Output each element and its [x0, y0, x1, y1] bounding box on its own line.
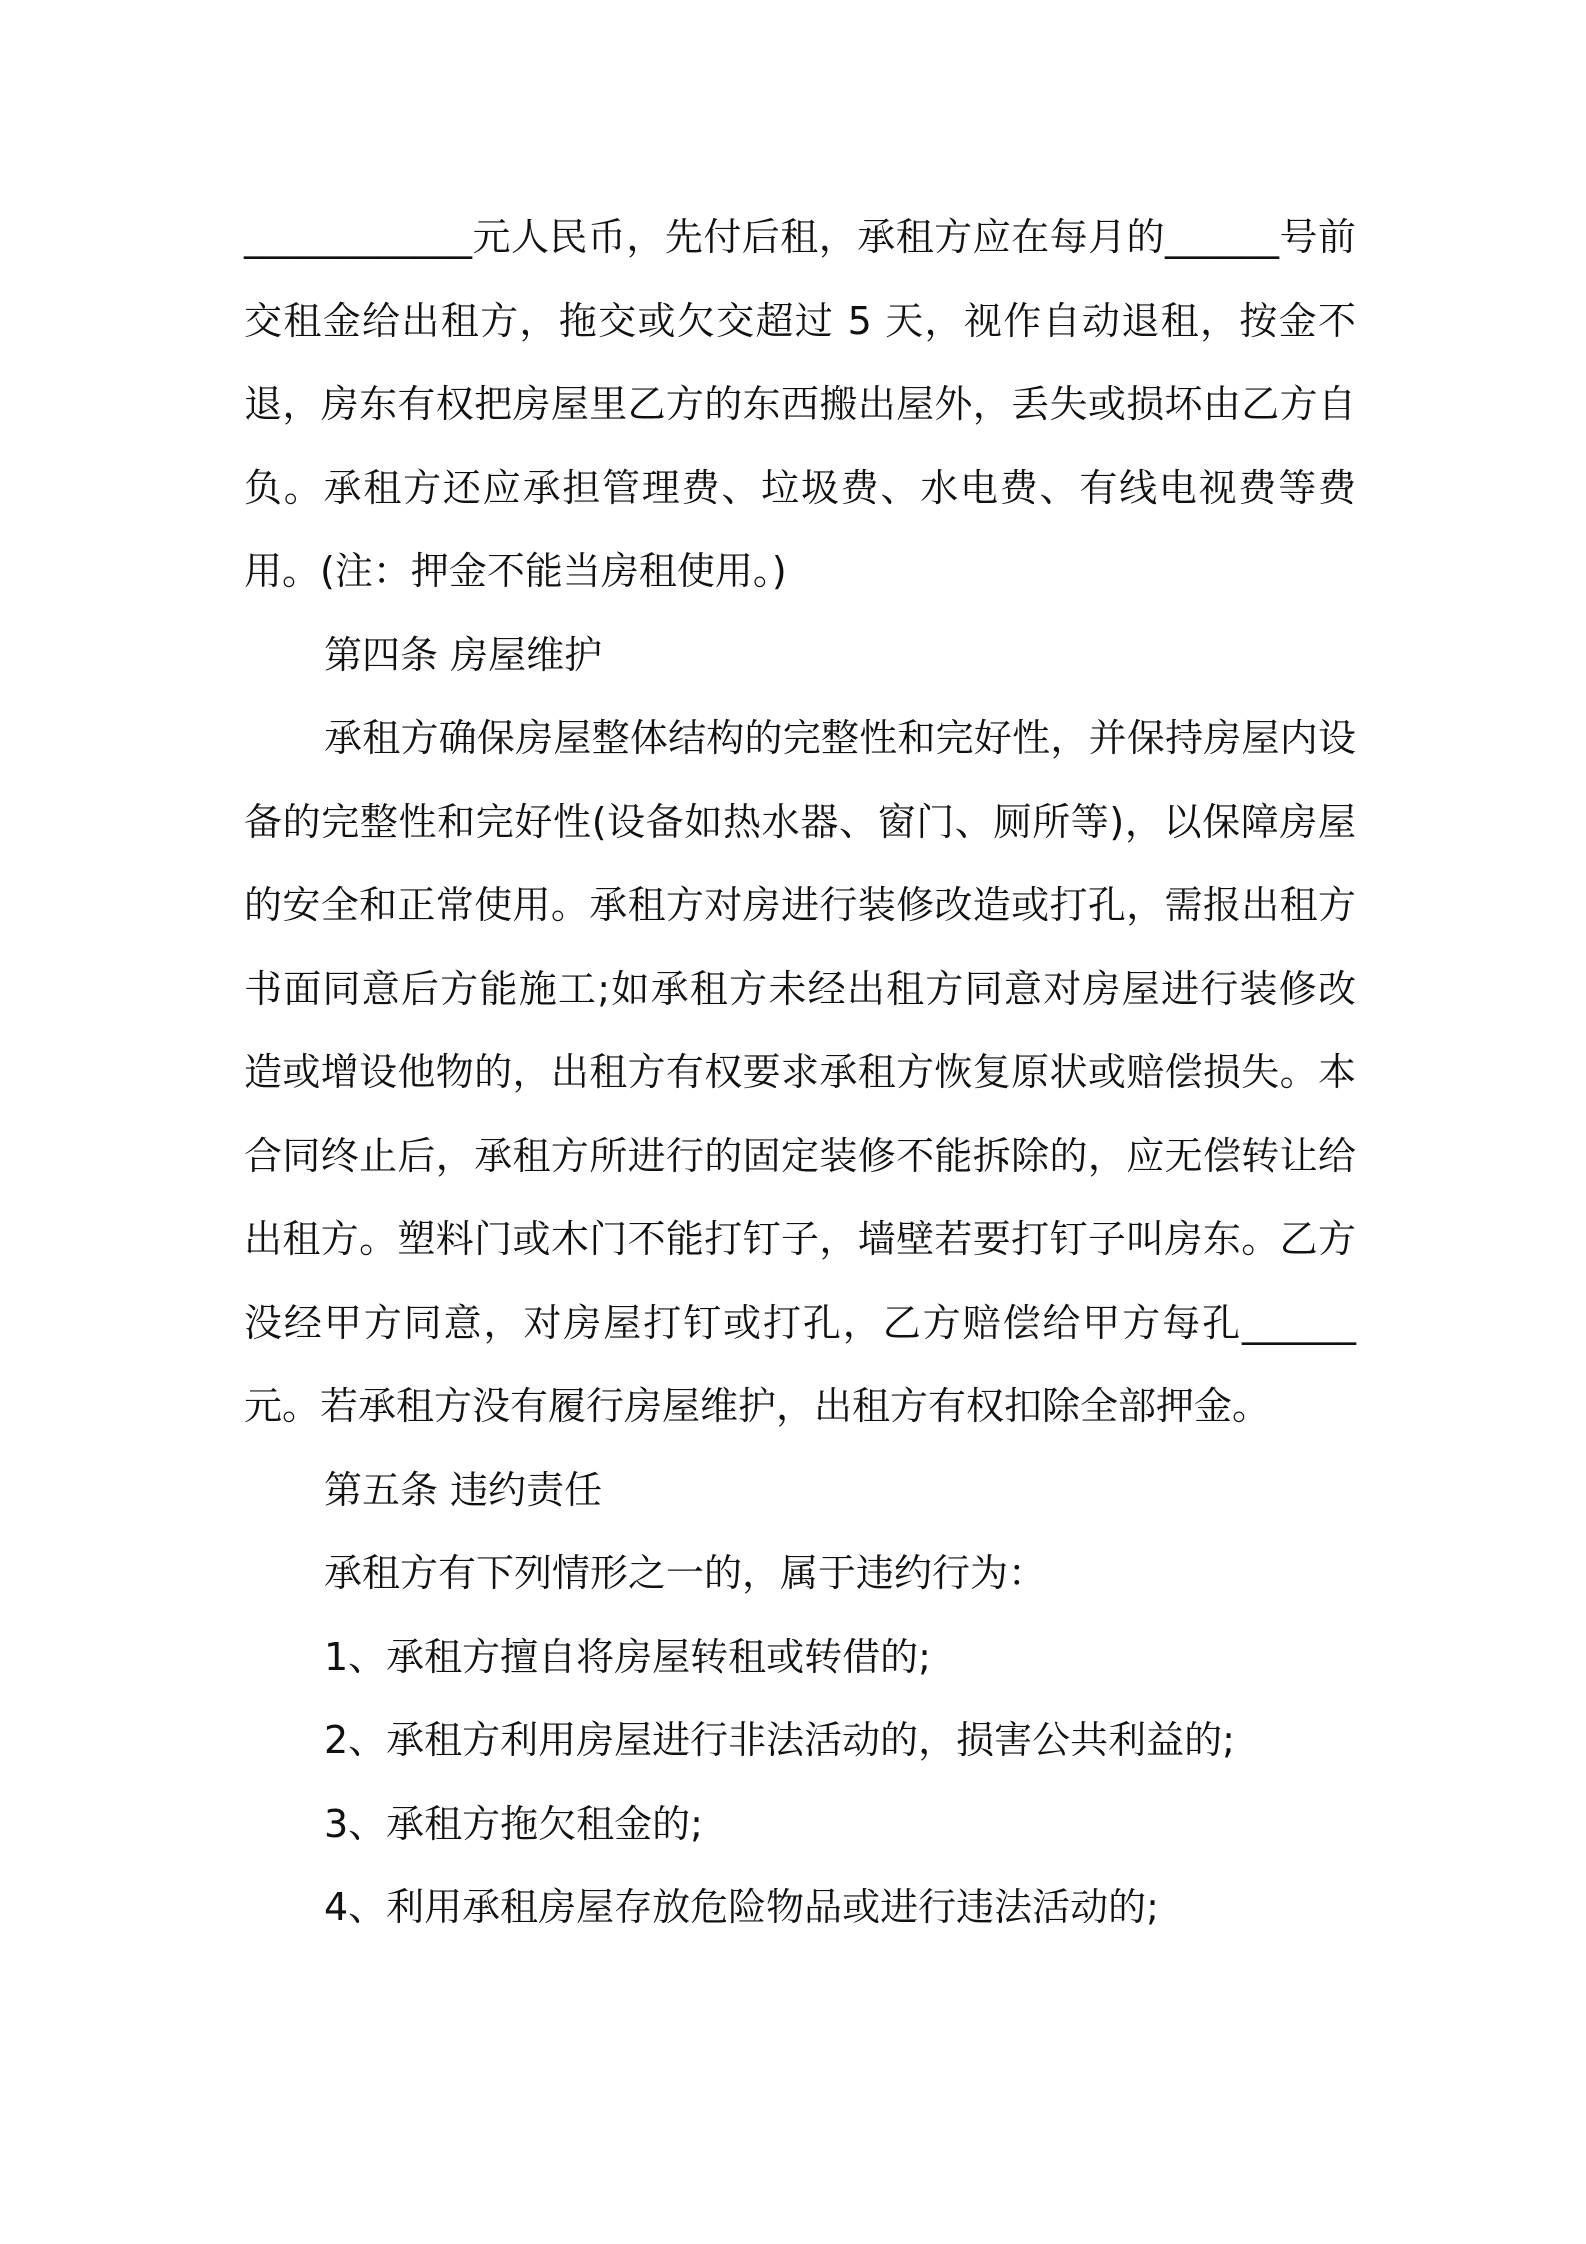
- breach-intro-line: 承租方有下列情形之一的，属于违约行为：: [324, 1551, 1047, 1595]
- document-body: [244, 196, 1356, 1950]
- house-maintenance-paragraph: 承租方确保房屋整体结构的完整性和完好性，并保持房屋内设备的完整性和完好性(设备如热水器、窗门、厕所等)，以保障房屋的安全和正常使用。承租方对房进行装修改造或打孔，需报出租方书面同意后方能施工;如承租方未经出租方同意对房屋进行装修改造或增设他物的，出租方有权要求承租方恢复原状或赔偿损失。本合同终止后，承租方所进行的固定装修不能拆除的，应无偿转让给出租方。塑料门或木门不能打钉子，墙壁若要打钉子叫房东。乙方没经甲方同意，对房屋打钉或打孔，乙方赔偿给甲方每孔______元。若承租方没有履行房屋维护，出租方有权扣除全部押金。: [244, 716, 1356, 1428]
- article-four-heading: 第四条 房屋维护: [324, 632, 603, 677]
- rent-payment-paragraph: ____________元人民币，先付后租，承租方应在每月的______号前交租金给出租方，拖交或欠交超过 5 天，视作自动退租，按金不退，房东有权把房屋里乙方的东西搬出屋外，丢失或损坏由乙方自负。承租方还应承担管理费、垃圾费、水电费、有线电视费等费用。(注：押金不能当房租使用。): [244, 215, 1356, 593]
- breach-item-4: 4、利用承租房屋存放危险物品或进行违法活动的;: [324, 1885, 1159, 1929]
- article-five-heading: 第五条 违约责任: [324, 1467, 603, 1512]
- breach-item-1: 1、承租方擅自将房屋转租或转借的;: [324, 1634, 931, 1679]
- breach-item-3: 3、承租方拖欠租金的;: [324, 1801, 703, 1846]
- breach-item-2: 2、承租方利用房屋进行非法活动的，损害公共利益的;: [324, 1718, 1235, 1762]
